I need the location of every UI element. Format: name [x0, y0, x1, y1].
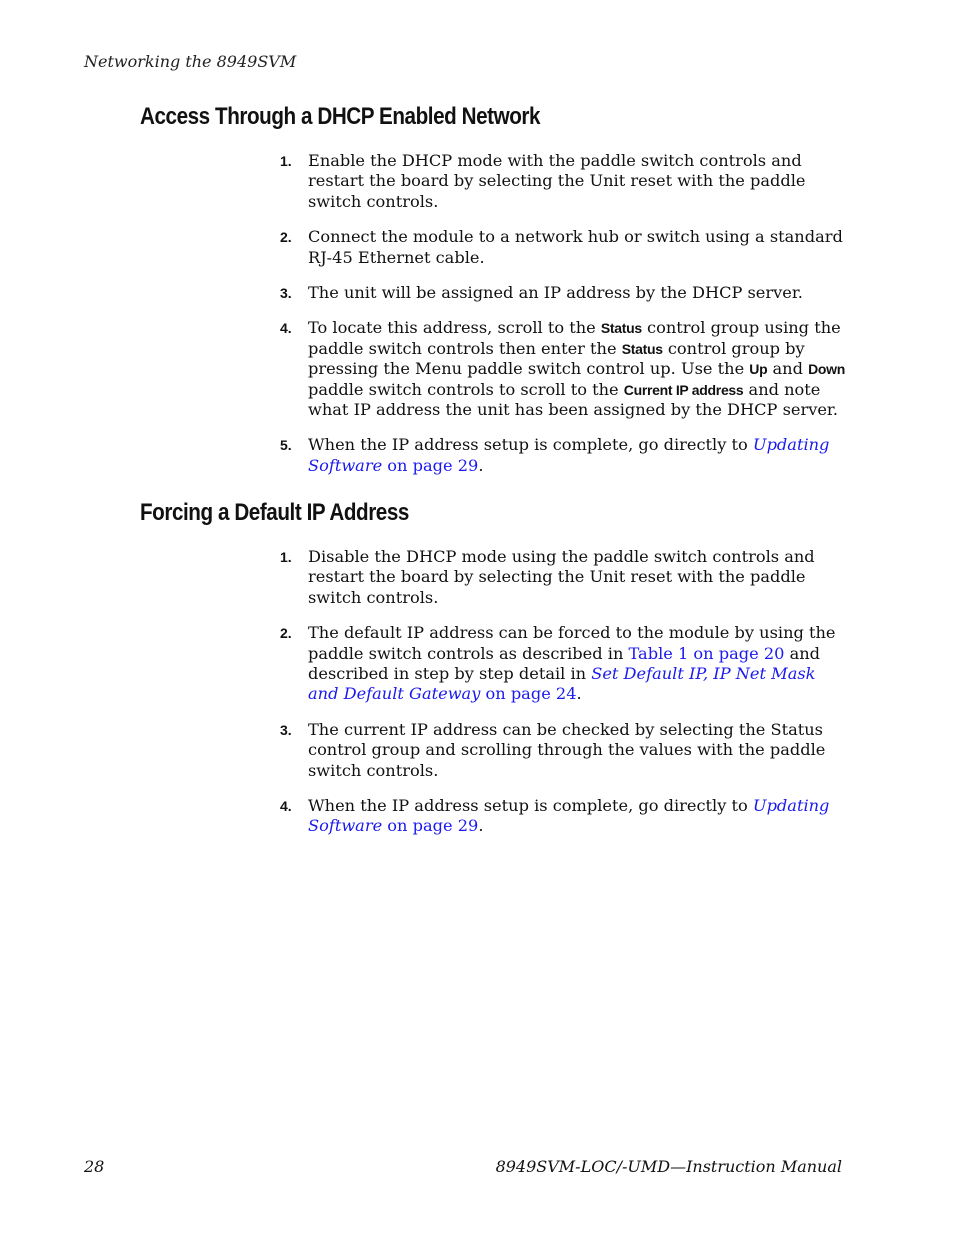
step-number: 3.: [280, 721, 292, 738]
step-text: .: [478, 816, 484, 836]
section-title-dhcp: Access Through a DHCP Enabled Network: [140, 103, 541, 130]
link-page: on page 29: [382, 455, 479, 475]
dhcp-steps-list: [280, 151, 845, 491]
step-number: 1.: [280, 153, 292, 169]
list-item: [280, 547, 845, 608]
step-text: When the IP address setup is complete, go directly to: [308, 796, 753, 816]
step-text: paddle switch controls to scroll to the: [308, 379, 624, 399]
footer-manual-title: 8949SVM-LOC/-UMD—Instruction Manual: [495, 1157, 842, 1176]
step-number: 2.: [280, 229, 292, 246]
default-ip-steps-list: [280, 547, 845, 852]
step-text: .: [576, 684, 582, 704]
list-item: [280, 435, 845, 476]
link-page: on page 24: [480, 684, 577, 704]
ui-keyword-down: Down: [808, 361, 845, 378]
step-text: control group by pressing the Menu paddle switch control up. Use the: [308, 338, 805, 379]
step-text: The current IP address can be checked by selecting the Status control group and scrolling through the values with the paddle switch controls.: [308, 719, 826, 780]
list-item: [280, 623, 845, 705]
link-title: Updating Software: [308, 796, 830, 836]
step-number: 4.: [280, 320, 292, 337]
link-page: on page 29: [382, 816, 479, 836]
step-number: 4.: [280, 798, 292, 815]
step-text: control group using the paddle switch controls then enter the: [308, 318, 841, 358]
section-title-default-ip: Forcing a Default IP Address: [140, 499, 409, 526]
step-text: The default IP address can be forced to the module by using the paddle switch controls as described in: [308, 623, 836, 663]
list-item: [280, 318, 845, 420]
ui-keyword-up: Up: [749, 361, 768, 378]
link-title: Set Default IP, IP Net Mask and Default Gateway: [308, 664, 816, 704]
step-number: 2.: [280, 625, 292, 642]
step-text: Disable the DHCP mode using the paddle switch controls and restart the board by selecting the Unit reset with the paddle switch controls.: [308, 547, 815, 607]
list-item: [280, 151, 845, 212]
list-item: [280, 283, 845, 303]
step-text: Connect the module to a network hub or switch using a standard RJ-45 Ethernet cable.: [308, 227, 843, 267]
step-text: The unit will be assigned an IP address by the DHCP server.: [308, 283, 803, 303]
step-number: 3.: [280, 285, 292, 302]
step-text: To locate this address, scroll to the: [308, 318, 601, 338]
running-header: Networking the 8949SVM: [84, 52, 297, 71]
step-text: and described in step by step detail in: [308, 643, 821, 684]
step-text: and note what IP address the unit has been assigned by the DHCP server.: [308, 379, 839, 420]
step-number: 5.: [280, 437, 292, 454]
step-number: 1.: [280, 549, 292, 565]
step-text: .: [478, 455, 484, 475]
step-text: Enable the DHCP mode with the paddle switch controls and restart the board by selecting the Unit reset with the paddle switch controls.: [308, 151, 806, 211]
page-number: 28: [84, 1157, 105, 1176]
step-text: and: [767, 359, 809, 379]
ui-keyword-current-ip-address: Current IP address: [623, 381, 744, 398]
step-text: When the IP address setup is complete, go directly to: [308, 435, 753, 455]
list-item: [280, 720, 845, 781]
ui-keyword-status: Status: [621, 340, 663, 357]
list-item: [280, 796, 845, 837]
link-title: Updating Software: [308, 435, 830, 475]
list-item: [280, 227, 845, 268]
link-table-1[interactable]: Table 1 on page 20: [628, 643, 785, 663]
ui-keyword-status: Status: [600, 320, 642, 337]
